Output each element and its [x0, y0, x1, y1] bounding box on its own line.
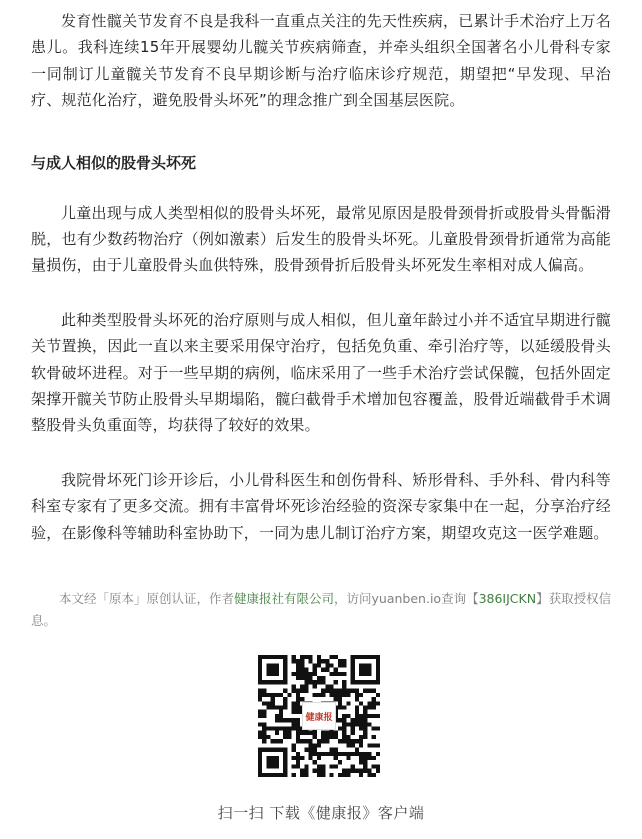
notice-suffix: 】获取授权信息。 [31, 591, 612, 628]
paragraph-3: 此种类型股骨头坏死的治疗原则与成人相似，但儿童年龄过小并不适宜早期进行髋关节置换，因此一直以来主要采用保守治疗，包括免负重、牵引治疗等，以延缓股骨头软骨破坏进程。对于一些早期的病例，临床采用了一些手术治疗尝试保髋，包括外固定架撑开髋关节防止股骨头早期塌陷，髋臼截骨手术增加包容覆盖，股骨近端截骨手术调整股骨头负重面等，均获得了较好的效果。 [31, 310, 611, 435]
section-heading: 与成人相似的股骨头坏死 [31, 153, 197, 172]
article-body [31, 8, 611, 546]
download-caption: 扫一扫 下载《健康报》客户端 [217, 804, 425, 822]
paragraph-2: 儿童出现与成人类型相似的股骨头坏死，最常见原因是股骨颈骨折或股骨头骨骺滑脱，也有少数药物治疗（例如激素）后发生的股骨头坏死。儿童股骨颈骨折通常为高能量损伤，由于儿童股骨头血供特殊，股骨颈骨折后股骨头坏死发生率相对成人偏高。 [31, 203, 611, 275]
paragraph-4: 我院骨坏死门诊开诊后，小儿骨科医生和创伤骨科、矫形骨科、手外科、骨内科等科室专家有了更多交流。拥有丰富骨坏死诊治经验的资深专家集中在一起，分享治疗经验，在影像科等辅助科室协助下，一同为患儿制订治疗方案，期望攻克这一医学难题。 [31, 470, 611, 542]
qr-logo [302, 702, 336, 730]
notice-middle: ，访问yuanben.io查询【 [334, 591, 479, 606]
notice-prefix: 本文经「原本」原创认证，作者 [59, 591, 235, 606]
copyright-notice [31, 588, 616, 632]
auth-code[interactable]: 386IJCKN [478, 591, 537, 606]
author-link[interactable]: 健康报社有限公司 [234, 591, 335, 606]
paragraph-1: 发育性髋关节发育不良是我科一直重点关注的先天性疾病，已累计手术治疗上万名患儿。我科连续15年开展婴幼儿髋关节疾病筛查，并牵头组织全国著名小儿骨科专家一同制订儿童髋关节发育不良早期诊断与治疗临床诊疗规范，期望把“早发现、早治疗、规范化治疗，避免股骨头坏死”的理念推广到全国基层医院。 [31, 12, 611, 110]
qr-code[interactable] [258, 655, 380, 777]
qr-logo-text: 健康报 [305, 712, 333, 723]
